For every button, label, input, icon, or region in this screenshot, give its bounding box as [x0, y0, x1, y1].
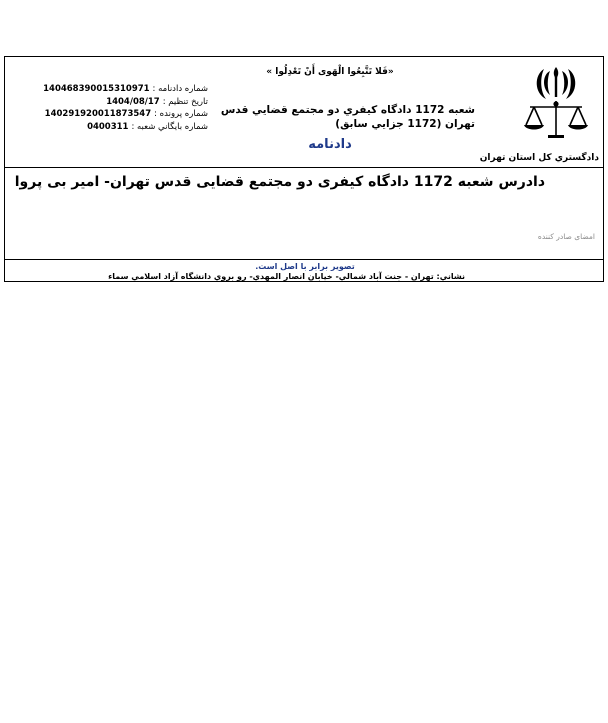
- iran-emblem-and-scales-icon: [520, 63, 592, 149]
- meta-value: 140468390015310971: [43, 84, 150, 94]
- meta-label: شماره بايگاني شعبه :: [131, 121, 208, 132]
- header-quote: «فَلا تَتَّبِعُوا الْهَوى أَنْ تَعْدِلُوا »: [266, 67, 394, 77]
- emblem-block: [479, 63, 599, 165]
- meta-label: شماره دادنامه :: [152, 84, 208, 94]
- court-address: نشاني: تهران - جنت آباد شمالي- خيابان انصار المهدي- رو بروي دانشگاه آزاد اسلامي سماء: [108, 272, 465, 281]
- true-copy-note: تصوير برابر با اصل است.: [255, 262, 355, 271]
- document-frame: [4, 56, 604, 282]
- meta-label: تاريخ تنظيم :: [162, 96, 208, 107]
- judge-heading: دادرس شعبه 1172 دادگاه کیفری دو مجتمع قضایی قدس تهران- امیر بی پروا: [14, 174, 545, 190]
- document-header: [5, 57, 603, 168]
- meta-value: 0400311: [87, 121, 129, 132]
- meta-label: شماره پرونده :: [154, 109, 208, 119]
- document-type: دادنامه: [308, 137, 352, 152]
- document-footer: [5, 259, 603, 282]
- meta-row-verdict-number: [43, 83, 208, 96]
- meta-value: 1404/08/17: [106, 96, 160, 107]
- branch-title: شعبه 1172 دادگاه كيفري دو مجتمع قضايي قدس تهران (1172 جزايي سابق): [220, 104, 475, 130]
- meta-row-archive-number: [43, 121, 208, 134]
- signature-label: امضای صادر کننده: [537, 232, 595, 241]
- organization-name: دادگستري كل استان تهران: [479, 153, 599, 163]
- meta-value: 140291920011873547: [44, 109, 152, 119]
- meta-row-case-number: [43, 108, 208, 121]
- document-metadata: [43, 83, 208, 133]
- meta-row-date: [43, 96, 208, 109]
